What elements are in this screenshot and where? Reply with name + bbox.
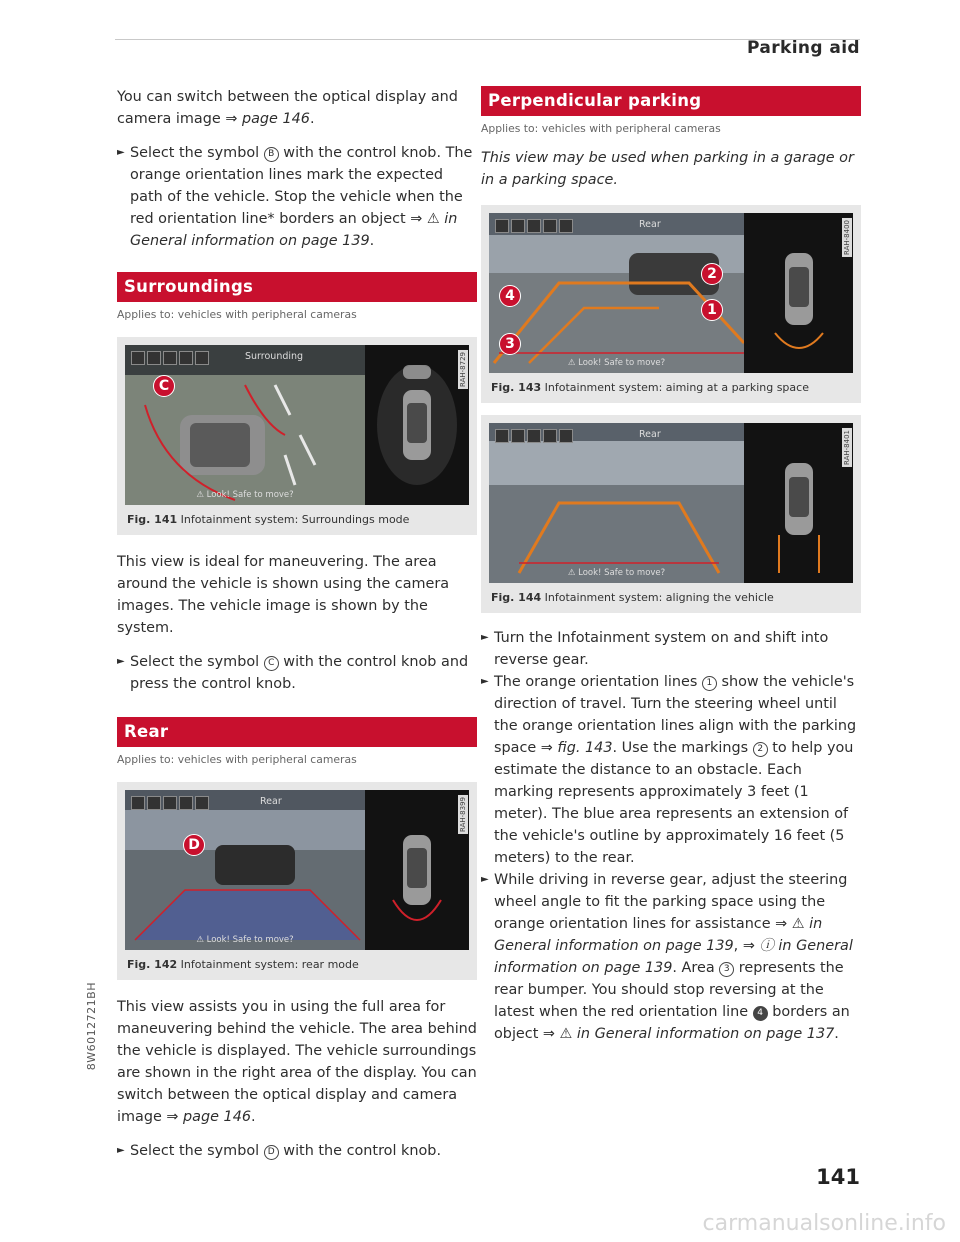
callout-3: 3: [499, 333, 521, 355]
rear-view-graphic: [125, 790, 469, 950]
watermark: carmanualsonline.info: [702, 1211, 946, 1236]
figure-142: [117, 782, 477, 980]
menu-tile-icon[interactable]: [195, 351, 209, 365]
applies-to-surroundings: Applies to: vehicles with peripheral cameras: [117, 308, 357, 321]
menu-tile-icon[interactable]: [511, 219, 525, 233]
callout-2: 2: [701, 263, 723, 285]
bullet-reverse-gear: ► While driving in reverse gear, adjust the steering wheel angle to fit the parking space using the orange orientation lines for assistance ⇒ ⚠ in General information on page 139, ⇒ ⓘ in General information on page 139. Area 3 represents the rear bumper. You should stop reversing at the latest when the red orientation line 4 borders an object ⇒ ⚠ in General information on page 137.: [481, 869, 861, 1045]
figure-141: [117, 337, 477, 535]
figure-144: [481, 415, 861, 613]
menu-tile-icon[interactable]: [195, 796, 209, 810]
rear-paragraph: This view assists you in using the full area for maneuvering behind the vehicle. The area behind the vehicle is displayed. The vehicle surroundings are shown in the right area of the display. You can switch between the optical display and camera image ⇒ page 146.: [117, 999, 477, 1125]
screen-status: ⚠ Look! Safe to move?: [196, 935, 294, 945]
screen-aligning: [489, 423, 853, 583]
screen-status: ⚠ Look! Safe to move?: [567, 568, 666, 578]
screen-rear: [125, 790, 469, 950]
screen-title: Surrounding: [245, 351, 304, 362]
bullet-arrow-icon: ►: [481, 676, 489, 687]
surroundings-view-graphic: [125, 345, 469, 505]
figure-ref-id: RAH-8400: [843, 220, 851, 255]
menu-tile-icon[interactable]: [179, 796, 193, 810]
section-header: Parking aid: [746, 38, 860, 58]
heading-perpendicular-parking: Perpendicular parking: [481, 86, 861, 116]
figure-ref-id: RAH-8399: [459, 797, 467, 832]
symbol-d-icon: D: [264, 1145, 279, 1160]
symbol-4-icon: 4: [753, 1006, 768, 1021]
menu-tile-icon[interactable]: [495, 219, 509, 233]
figure-ref-id: RAH-8401: [843, 430, 851, 465]
menu-tile-icon[interactable]: [179, 351, 193, 365]
applies-to-rear: Applies to: vehicles with peripheral cameras: [117, 753, 357, 766]
callout-4: 4: [499, 285, 521, 307]
menu-tile-icon[interactable]: [511, 429, 525, 443]
caption-fig-142: Fig. 142 Infotainment system: rear mode: [127, 958, 359, 971]
screen-status: ⚠ Look! Safe to move?: [196, 490, 294, 500]
page-number: 141: [816, 1165, 860, 1189]
parking-space-graphic: [489, 213, 853, 373]
callout-c: C: [153, 375, 175, 397]
menu-tile-icon[interactable]: [131, 351, 145, 365]
heading-rear: Rear: [117, 717, 477, 747]
menu-tile-icon[interactable]: [543, 219, 557, 233]
bullet-select-c: ► Select the symbol C with the control knob and press the control knob.: [117, 651, 477, 695]
figure-143: [481, 205, 861, 403]
screen-parking-space: [489, 213, 853, 373]
screen-surroundings: [125, 345, 469, 505]
applies-to-perpendicular: Applies to: vehicles with peripheral cameras: [481, 122, 721, 135]
heading-surroundings: Surroundings: [117, 272, 477, 302]
screen-title: Rear: [639, 219, 661, 230]
screen-title: Rear: [260, 796, 282, 807]
bullet-select-b: ► Select the symbol B with the control knob. The orange orientation lines mark the expected path of the vehicle. Stop the vehicle when the red orientation line* borders an object ⇒ ⚠ in General information on page 139.: [117, 142, 477, 252]
menu-tile-icon[interactable]: [147, 796, 161, 810]
warning-ref-link[interactable]: ⇒ ⚠ in General information on page 139: [494, 916, 823, 954]
page-ref-link[interactable]: ⇒ page 146: [225, 111, 310, 127]
callout-d: D: [183, 834, 205, 856]
document-code: 8W6012721BH: [85, 982, 98, 1071]
symbol-b-icon: B: [264, 147, 279, 162]
warning-ref-link[interactable]: ⇒ ⚠ in General information on page 139: [130, 211, 458, 249]
bullet-arrow-icon: ►: [117, 656, 125, 667]
bullet-arrow-icon: ►: [481, 632, 489, 643]
surroundings-paragraph: This view is ideal for maneuvering. The area around the vehicle is shown using the camera images. The vehicle image is shown by the system.: [117, 554, 450, 636]
menu-tile-icon[interactable]: [527, 429, 541, 443]
figure-ref-id: RAH-8729: [459, 352, 467, 387]
symbol-c-icon: C: [264, 656, 279, 671]
bullet-turn-on: ► Turn the Infotainment system on and shift into reverse gear.: [481, 627, 861, 671]
fig-ref-link[interactable]: ⇒ fig. 143: [540, 740, 613, 756]
caption-fig-143: Fig. 143 Infotainment system: aiming at a parking space: [491, 381, 809, 394]
caption-fig-144: Fig. 144 Infotainment system: aligning the vehicle: [491, 591, 774, 604]
screen-status: ⚠ Look! Safe to move?: [567, 358, 666, 368]
menu-tile-icon[interactable]: [495, 429, 509, 443]
symbol-2-icon: 2: [753, 742, 768, 757]
bullet-arrow-icon: ►: [117, 1145, 125, 1156]
note-ref-link[interactable]: ⇒ ⓘ in General information on page 139: [494, 938, 853, 976]
right-column: [481, 86, 861, 1045]
bullet-arrow-icon: ►: [481, 874, 489, 885]
menu-tile-icon[interactable]: [163, 796, 177, 810]
intro-paragraph: You can switch between the optical display and camera image ⇒ page 146.: [117, 89, 458, 127]
perpendicular-intro: This view may be used when parking in a garage or in a parking space.: [481, 150, 854, 188]
warning-ref-link[interactable]: ⇒ ⚠ in General information on page 137: [542, 1026, 835, 1042]
menu-tile-icon[interactable]: [527, 219, 541, 233]
aligning-graphic: [489, 423, 853, 583]
caption-fig-141: Fig. 141 Infotainment system: Surroundings mode: [127, 513, 410, 526]
menu-tile-icon[interactable]: [163, 351, 177, 365]
bullet-orange-lines: ► The orange orientation lines 1 show the vehicle's direction of travel. Turn the steering wheel until the orange orientation lines align with the parking space ⇒ fig. 143. Use the markings 2 to help you estimate the distance to an obstacle. Each marking represents approximately 3 feet (1 meter). The blue area represents an extension of the vehicle's outline by approximately 16 feet (5 meters) to the rear.: [481, 671, 861, 869]
symbol-1-icon: 1: [702, 676, 717, 691]
callout-1: 1: [701, 299, 723, 321]
menu-tile-icon[interactable]: [559, 429, 573, 443]
bullet-arrow-icon: ►: [117, 147, 125, 158]
menu-tile-icon[interactable]: [543, 429, 557, 443]
menu-tile-icon[interactable]: [559, 219, 573, 233]
page-ref-link[interactable]: ⇒ page 146: [166, 1109, 252, 1125]
left-column: [117, 86, 477, 1174]
menu-tile-icon[interactable]: [131, 796, 145, 810]
symbol-3-icon: 3: [719, 962, 734, 977]
bullet-select-d: ► Select the symbol D with the control knob.: [117, 1140, 477, 1162]
screen-title: Rear: [639, 429, 661, 440]
menu-tile-icon[interactable]: [147, 351, 161, 365]
